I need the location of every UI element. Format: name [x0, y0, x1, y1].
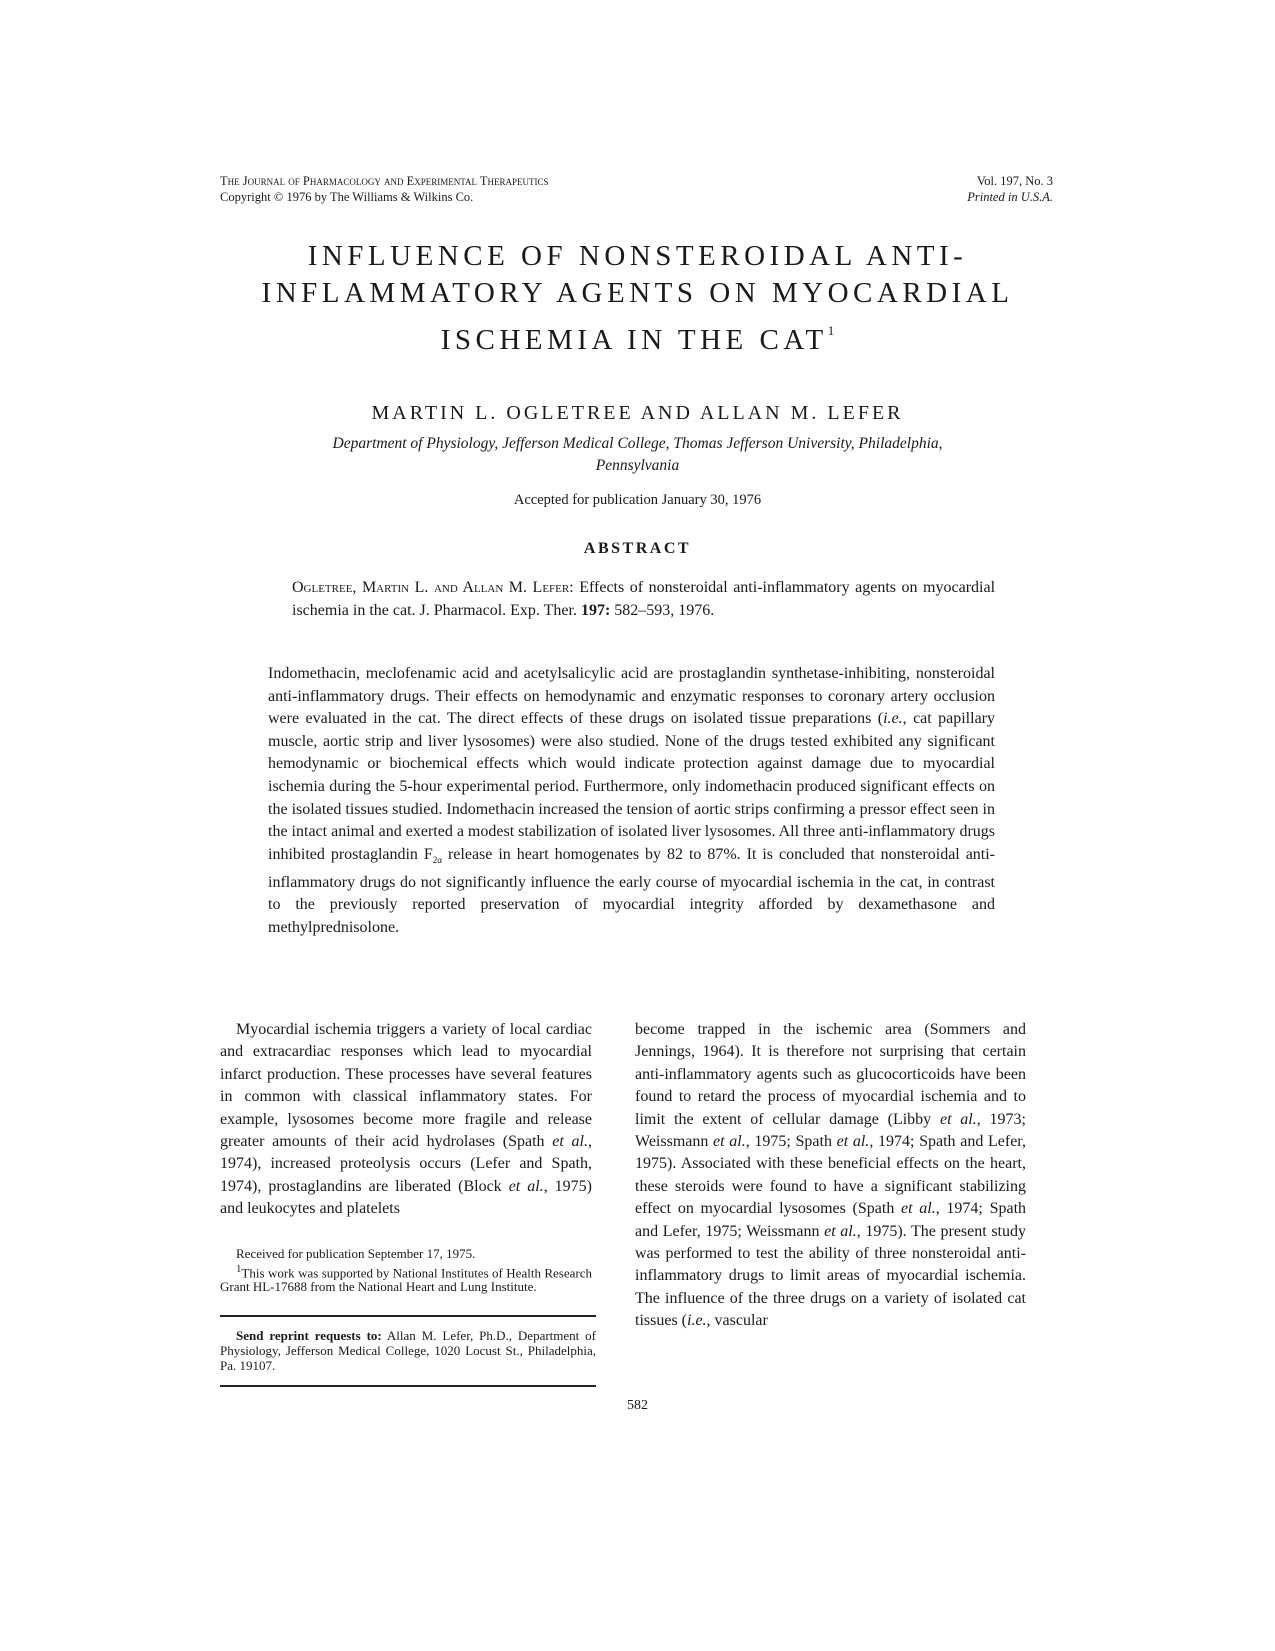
journal-name: The Journal of Pharmacology and Experimental Therapeutics	[220, 174, 549, 188]
title-line-1: INFLUENCE OF NONSTEROIDAL ANTI-	[307, 240, 968, 272]
right-etal-5: et al.	[824, 1222, 857, 1240]
right-text-2: , 1973; Weissmann	[635, 1110, 1026, 1151]
right-text-3: , 1975; Spath	[745, 1133, 837, 1151]
copyright-line: Copyright © 1976 by The Williams & Wilkins Co.	[220, 190, 474, 204]
received-note: Received for publication September 17, 1975.	[236, 1246, 476, 1261]
volume-info: Vol. 197, No. 3	[976, 174, 1053, 188]
right-text-5: , 1974; Spath and Lefer, 1975; Weissmann	[635, 1200, 1027, 1240]
journal-header	[220, 173, 549, 205]
title-line-3-text: ISCHEMIA IN THE CAT	[440, 324, 828, 356]
abstract-text-3: release in heart homogenates by 82 to 87%. It is concluded that nonsteroidal anti-inflammatory drugs do not significantly influence the early course of myocardial ischemia in the cat, in contrast to the previously reported preservation of myocardial integrity afforded by dexamethasone and methylprednisolone.	[268, 845, 996, 936]
accepted-date: Accepted for publication January 30, 1976	[513, 492, 762, 508]
affiliation	[220, 433, 1055, 477]
left-text-1: Myocardial ischemia triggers a variety of local cardiac and extracardiac responses which lead to myocardial infarct production. These processes have several features in common with classical inflammatory states. For example, lysosomes become more fragile and release greater amounts of their acid hydrolases (Spath	[220, 1021, 592, 1151]
authors: MARTIN L. OGLETREE AND ALLAN M. LEFER	[371, 402, 904, 424]
right-text-6: , 1975). The present study was performed to test the ability of three nonsteroidal anti-inflammatory drugs to limit areas of myocardial ischemia. The influence of the three drugs on a variety of isolated cat tissues (	[635, 1222, 1027, 1330]
abstract-text-2: , cat papillary muscle, aortic strip and liver lysosomes) were also studied. None of the drugs tested exhibited any significant hemodynamic or biochemical effects which would indicate protection against damage due to myocardial ischemia during the 5-hour experimental period. Furthermore, only indomethacin produced significant effects on the isolated tissues studied. Indomethacin increased the tension of aortic strips confirming a pressor effect seen in the intact animal and exerted a modest stabilization of isolated liver lysosomes. All three anti-inflammatory drugs inhibited prostaglandin F	[268, 710, 996, 863]
support-note	[220, 1262, 592, 1295]
title-line-3	[200, 312, 1075, 359]
left-etal-2: et al.	[508, 1177, 544, 1195]
abstract-body	[268, 663, 995, 939]
support-note-text: This work was supported by National Institutes of Health Research Grant HL-17688 from the National Heart and Lung Institute.	[220, 1264, 592, 1295]
footnote-divider-top	[220, 1315, 596, 1317]
right-etal-1: et al.	[939, 1110, 977, 1128]
left-column-text	[220, 1019, 592, 1221]
right-text-4: , 1974; Spath and Lefer, 1975). Associated with these beneficial effects on the heart, these steroids were found to have a significant stabilizing effect on myocardial lysosomes (Spath	[635, 1133, 1026, 1218]
affiliation-line-2: Pennsylvania	[595, 457, 680, 474]
footnote-divider-bottom	[220, 1385, 596, 1387]
volume-header	[967, 173, 1053, 205]
reprint-label: Send reprint requests to:	[236, 1328, 382, 1343]
abstract-heading: ABSTRACT	[583, 540, 692, 557]
right-etal-4: et al.	[901, 1200, 936, 1218]
right-etal-2: et al.	[713, 1133, 746, 1151]
citation-pages: 582–593, 1976.	[614, 602, 715, 619]
abstract-text-1: Indomethacin, meclofenamic acid and acetylsalicylic acid are prostaglandin synthetase-inhibiting, nonsteroidal anti-inflammatory drugs. Their effects on hemodynamic and enzymatic responses to coronary artery occlusion were evaluated in the cat. The direct effects of these drugs on isolated tissue preparations (	[268, 665, 995, 728]
right-ie: i.e.	[687, 1312, 707, 1330]
abstract-ie: i.e.	[883, 710, 903, 728]
right-column-text	[635, 1019, 1026, 1333]
page-number: 582	[627, 1398, 648, 1413]
printed-info: Printed in U.S.A.	[967, 190, 1053, 204]
right-text-1: become trapped in the ischemic area (Sommers and Jennings, 1964). It is therefore not surprising that certain anti-inflammatory agents such as glucocorticoids have been found to retard the process of myocardial ischemia and to limit the extent of cellular damage (Libby	[635, 1021, 1026, 1128]
support-note-mark: 1	[236, 1262, 242, 1275]
left-text-3: , 1975) and leukocytes and platelets	[220, 1177, 593, 1218]
left-etal-1: et al.	[552, 1133, 588, 1151]
right-text-7: , vascular	[706, 1312, 768, 1330]
footnotes	[220, 1247, 592, 1295]
affiliation-line-1: Department of Physiology, Jefferson Medical College, Thomas Jefferson University, Philadelphia,	[332, 435, 943, 452]
reprint-text: Allan M. Lefer, Ph.D., Department of Physiology, Jefferson Medical College, 1020 Locust St., Philadelphia, Pa. 19107.	[220, 1328, 596, 1373]
article-title	[200, 238, 1075, 359]
citation-text: Effects of nonsteroidal anti-inflammatory agents on myocardial ischemia in the cat. J. Pharmacol. Exp. Ther.	[292, 579, 996, 619]
title-footnote-mark: 1	[827, 323, 835, 338]
abstract-subscript: 2α	[432, 854, 443, 865]
abstract-citation	[292, 576, 995, 622]
title-line-2: INFLAMMATORY AGENTS ON MYOCARDIAL	[261, 277, 1014, 309]
citation-volume: 197:	[580, 602, 611, 619]
left-text-2: , 1974), increased proteolysis occurs (Lefer and Spath, 1974), prostaglandins are liberated (Block	[220, 1133, 592, 1195]
right-etal-3: et al.	[836, 1133, 870, 1151]
reprint-note	[220, 1328, 596, 1373]
citation-authors: Ogletree, Martin L. and Allan M. Lefer:	[292, 579, 574, 596]
